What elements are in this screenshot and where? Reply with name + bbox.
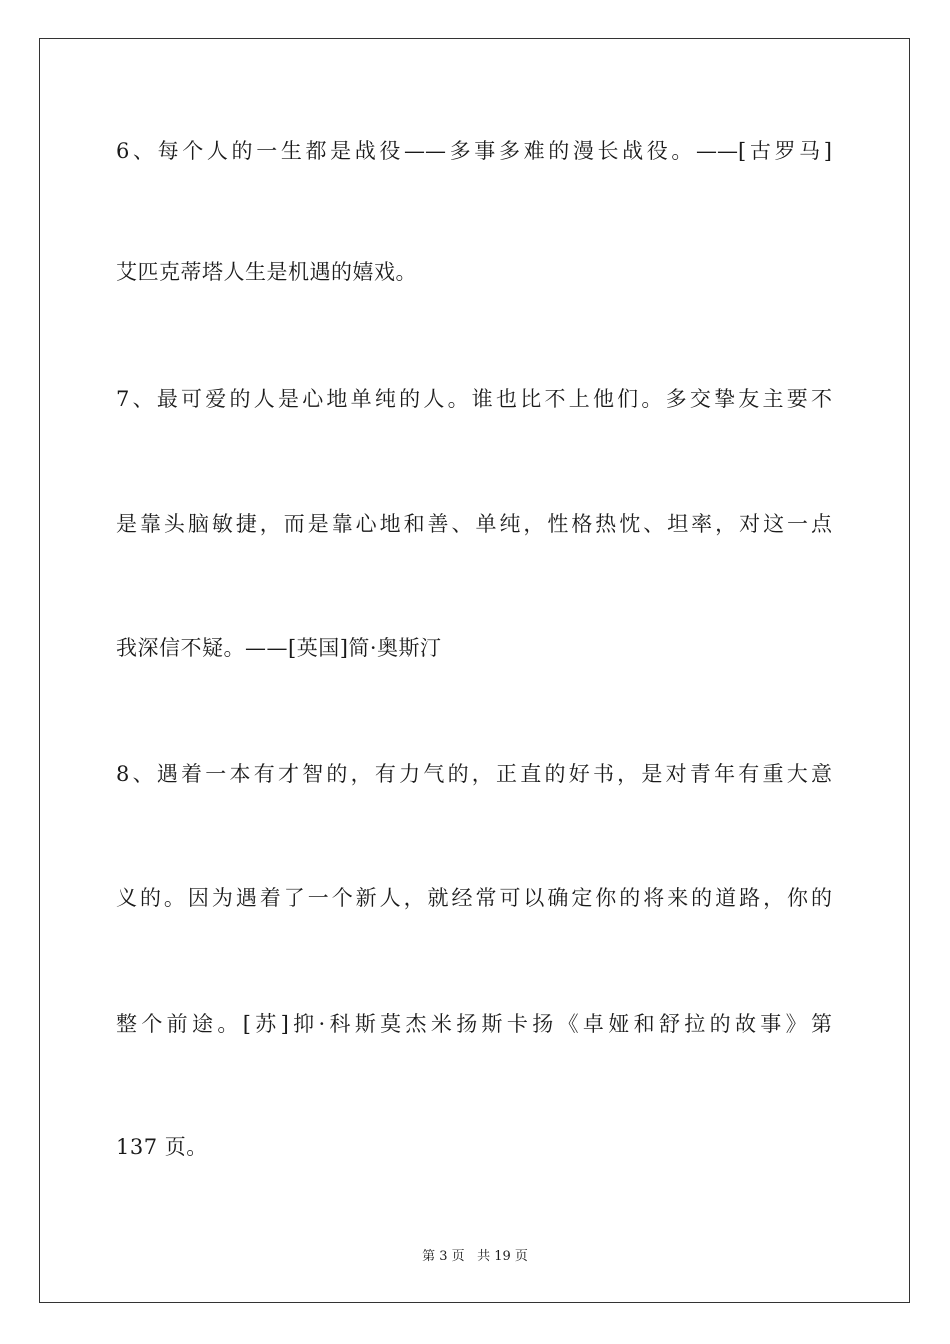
text-line-2: 艾匹克蒂塔人生是机遇的嬉戏。 (116, 260, 417, 284)
text-line-1: 6、每个人的一生都是战役——多事多难的漫长战役。——[古罗马] (116, 139, 832, 163)
page-border (39, 38, 910, 1303)
page-footer (0, 1248, 950, 1266)
text-line-9: 137 页。 (116, 1135, 208, 1159)
text-line-3: 7、最可爱的人是心地单纯的人。谁也比不上他们。多交挚友主要不 (116, 387, 832, 411)
page-total: 共 19 页 (477, 1249, 528, 1264)
page-number: 第 3 页 (422, 1249, 465, 1264)
text-line-7: 义的。因为遇着了一个新人，就经常可以确定你的将来的道路，你的 (116, 886, 832, 910)
text-line-6: 8、遇着一本有才智的，有力气的，正直的好书，是对青年有重大意 (116, 762, 832, 786)
text-line-5: 我深信不疑。——[英国]简·奥斯汀 (116, 636, 442, 660)
text-line-8: 整个前途。[苏]抑·科斯莫杰米扬斯卡扬《卓娅和舒拉的故事》第 (116, 1012, 832, 1036)
text-line-4: 是靠头脑敏捷，而是靠心地和善、单纯，性格热忱、坦率，对这一点 (116, 512, 832, 536)
